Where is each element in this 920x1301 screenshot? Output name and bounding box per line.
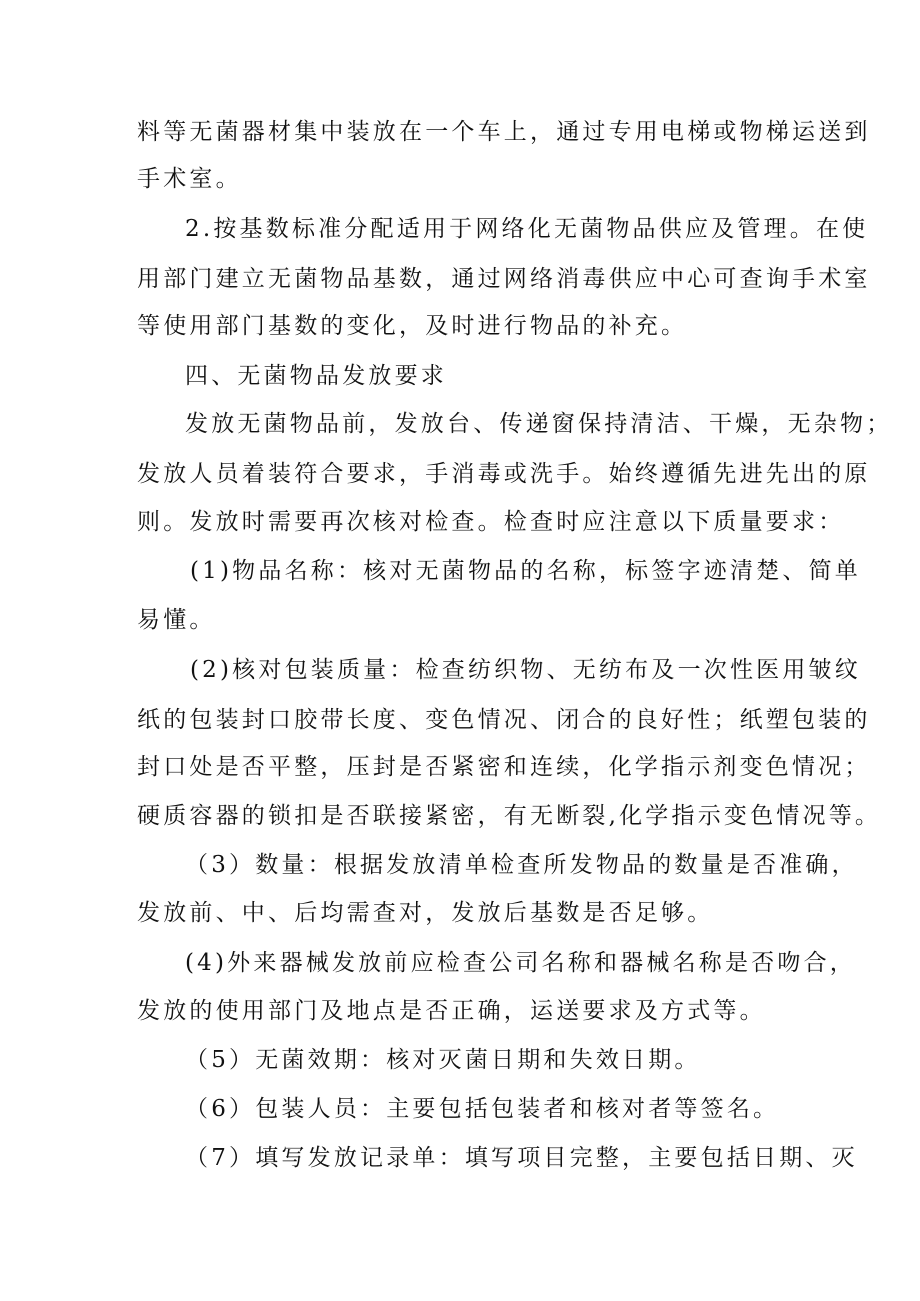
text-line: (1)物品名称：核对无菌物品的名称，标签字迹清楚、简单: [190, 558, 861, 584]
text-line: 手术室。: [137, 166, 242, 192]
text-line: 则。发放时需要再次核对检查。检查时应注意以下质量要求：: [137, 509, 845, 535]
text-line: 发放无菌物品前，发放台、传递窗保持清洁、干燥，无杂物；: [185, 411, 893, 437]
text-line: （7）填写发放记录单：填写项目完整，主要包括日期、灭: [185, 1145, 858, 1171]
text-line: 纸的包装封口胶带长度、变色情况、闭合的良好性；纸塑包装的: [137, 707, 871, 733]
text-line: （5）无菌效期：核对灭菌日期和失效日期。: [185, 1047, 701, 1073]
text-line: (2)核对包装质量：检查纺织物、无纺布及一次性医用皱纹: [190, 657, 861, 683]
text-line: (4)外来器械发放前应检查公司名称和器械名称是否吻合，: [185, 950, 856, 976]
text-line: 2.按基数标准分配适用于网络化无菌物品供应及管理。在使: [185, 216, 869, 242]
text-line: 硬质容器的锁扣是否联接紧密，有无断裂,化学指示变色情况等。: [137, 803, 882, 829]
text-line: 等使用部门基数的变化，及时进行物品的补充。: [137, 313, 688, 339]
text-line: 料等无菌器材集中装放在一个车上，通过专用电梯或物梯运送到: [137, 119, 871, 145]
text-line: 用部门建立无菌物品基数，通过网络消毒供应中心可查询手术室: [137, 266, 871, 292]
text-line: 易懂。: [137, 607, 216, 633]
text-line: 发放的使用部门及地点是否正确，运送要求及方式等。: [137, 998, 766, 1024]
text-line: 封口处是否平整，压封是否紧密和连续，化学指示剂变色情况；: [137, 754, 871, 780]
section-heading: 四、无菌物品发放要求: [185, 363, 447, 389]
text-line: （3）数量：根据发放清单检查所发物品的数量是否准确，: [185, 852, 858, 878]
text-line: 发放人员着装符合要求，手消毒或洗手。始终遵循先进先出的原: [137, 461, 871, 487]
text-line: （6）包装人员：主要包括包装者和核对者等签名。: [185, 1096, 780, 1122]
text-line: 发放前、中、后均需查对，发放后基数是否足够。: [137, 900, 714, 926]
